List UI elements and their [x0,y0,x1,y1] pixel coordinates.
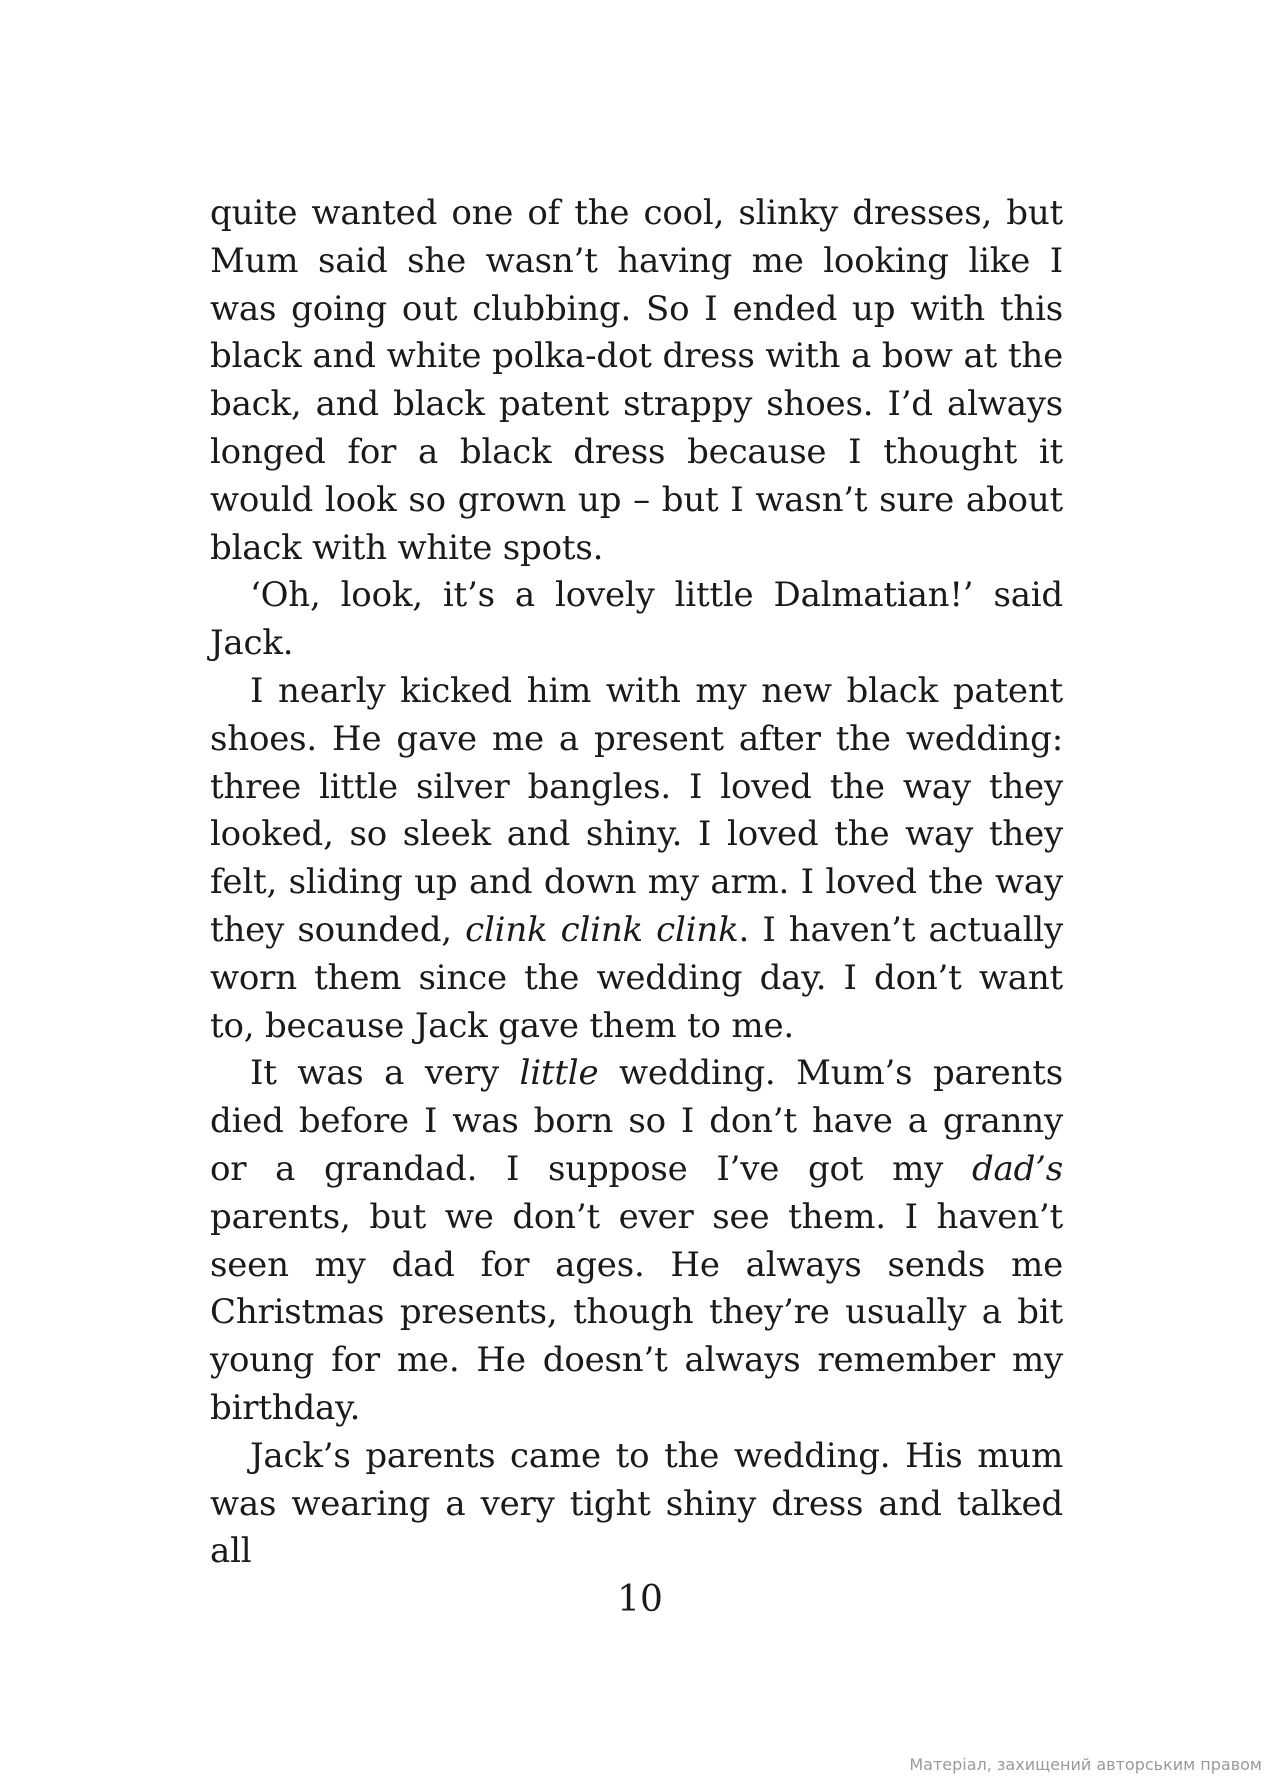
italic-text: little [519,1053,599,1094]
page-number: 10 [617,1579,663,1620]
page-body [210,190,1063,1576]
text-run: I nearly kicked him with my new black patent shoes. He gave me a present after the wedding: three little silver bangles. I loved the way they looked, so sleek and shiny. I loved the way they felt, sliding up and down my arm. I loved the way they sounded, [210,670,1063,950]
text-run: It was a very [250,1053,520,1094]
text-run: parents, but we don’t ever see them. I haven’t seen my dad for ages. He always sends me Christmas presents, though they’re usually a bit young for me. He doesn’t always remember my birthday. [210,1196,1063,1428]
text-run: Jack’s parents came to the wedding. His mum was wearing a very tight shiny dress and talked all [210,1435,1063,1572]
text-run: quite wanted one of the cool, slinky dresses, but Mum said she wasn’t having me looking like I was going out clubbing. So I ended up with this black and white polka-dot dress with a bow at the back, and black patent strappy shoes. I’d always longed for a black dress because I thought it would look so grown up – but I wasn’t sure about black with white spots. [210,193,1063,568]
paragraph [210,1433,1063,1576]
paragraph [210,572,1063,668]
copyright-watermark: Матеріал, захищений авторським правом [909,1755,1262,1774]
paragraph [210,1050,1063,1432]
text-run: wedding. Mum’s parents died before I was born so I don’t have a granny or a grandad. I suppose I’ve got my [210,1053,1064,1189]
italic-text: dad’s [971,1148,1063,1189]
italic-text: clink clink clink [465,909,739,950]
paragraph [210,668,1063,1050]
text-run: . I haven’t actually worn them since the wedding day. I don’t want to, because Jack gave them to me. [210,909,1063,1046]
text-run: ‘Oh, look, it’s a lovely little Dalmatian!’ said Jack. [210,575,1063,664]
paragraph [210,190,1063,572]
